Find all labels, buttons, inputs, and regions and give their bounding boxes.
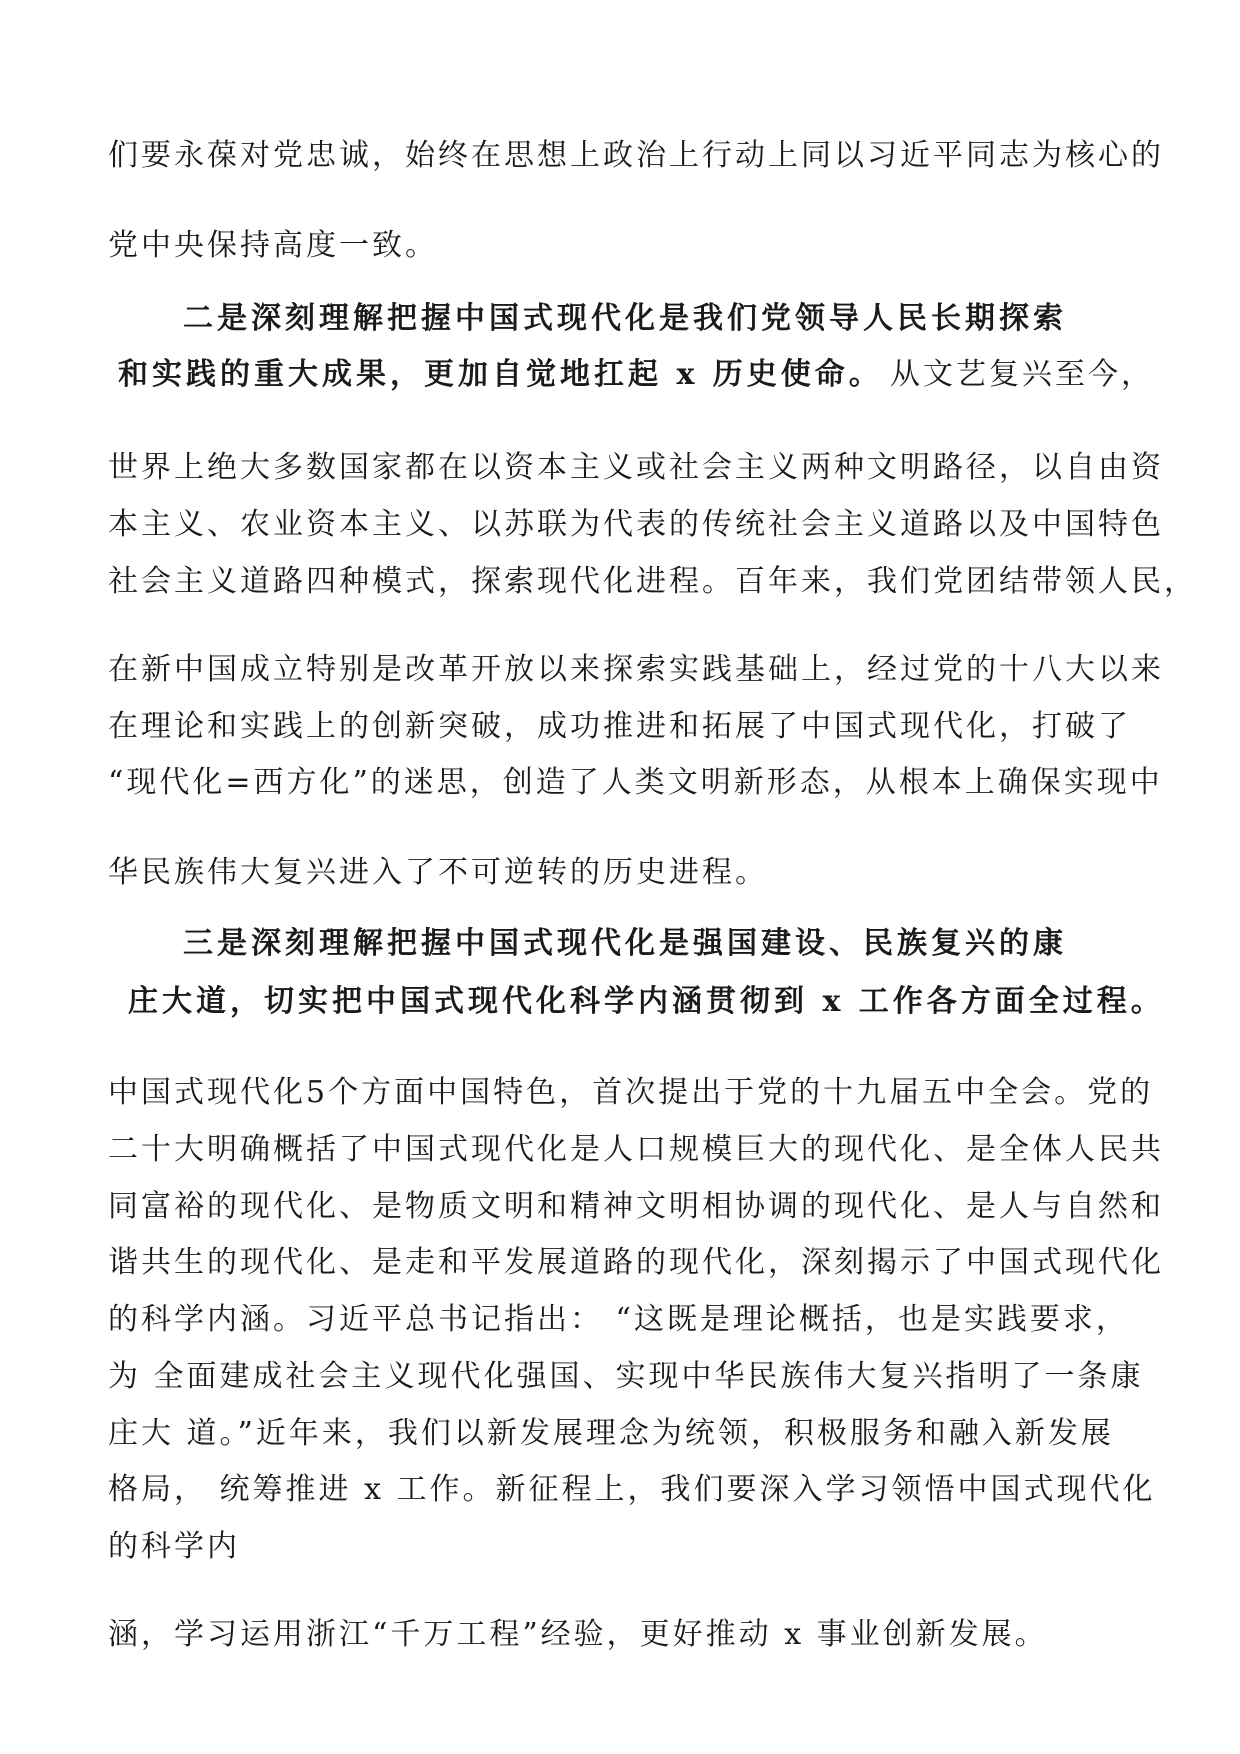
paragraph-line: 的科学内 — [108, 1529, 240, 1564]
bold-heading-line: 二是深刻理解把握中国式现代化是我们党领导人民长期探索 — [183, 301, 1067, 336]
paragraph-line: 们要永葆对党忠诚，始终在思想上政治上行动上同以习近平同志为核心的 — [108, 138, 1164, 173]
bold-heading-line: 和实践的重大成果，更加自觉地扛起 x 历史使命。 — [118, 357, 883, 392]
paragraph-line: 的科学内涵。习近平总书记指出： “这既是理论概括，也是实践要求， — [108, 1302, 1129, 1337]
paragraph-line: 谐共生的现代化、是走和平发展道路的现代化，深刻揭示了中国式现代化 — [108, 1245, 1164, 1280]
paragraph-line: 从文艺复兴至今， — [890, 357, 1154, 392]
paragraph-line: 格局， 统筹推进 x 工作。新征程上，我们要深入学习领悟中国式现代化 — [108, 1472, 1156, 1507]
paragraph-line: 党中央保持高度一致。 — [108, 228, 438, 263]
paragraph-line: 中国式现代化5个方面中国特色，首次提出于党的十九届五中全会。党的 — [108, 1075, 1154, 1110]
paragraph-line: 在新中国成立特别是改革开放以来探索实践基础上，经过党的十八大以来 — [108, 652, 1164, 687]
paragraph-line: 社会主义道路四种模式，探索现代化进程。百年来，我们党团结带领人民， — [108, 564, 1197, 599]
paragraph-line: “现代化=西方化”的迷思，创造了人类文明新形态，从根本上确保实现中 — [108, 765, 1163, 800]
bold-heading-line: 三是深刻理解把握中国式现代化是强国建设、民族复兴的康 — [183, 926, 1067, 961]
paragraph-line: 涵，学习运用浙江“千万工程”经验，更好推动 x 事业创新发展。 — [108, 1617, 1048, 1652]
paragraph-line: 庄大 道。”近年来，我们以新发展理念为统领，积极服务和融入新发展 — [108, 1416, 1114, 1451]
paragraph-line: 在理论和实践上的创新突破，成功推进和拓展了中国式现代化，打破了 — [108, 709, 1131, 744]
paragraph-line: 华民族伟大复兴进入了不可逆转的历史进程。 — [108, 855, 768, 890]
bold-heading-line: 庄大道，切实把中国式现代化科学内涵贯彻到 x 工作各方面全过程。 — [128, 984, 1165, 1019]
paragraph-line: 本主义、农业资本主义、以苏联为代表的传统社会主义道路以及中国特色 — [108, 507, 1164, 542]
paragraph-line: 世界上绝大多数国家都在以资本主义或社会主义两种文明路径，以自由资 — [108, 450, 1164, 485]
paragraph-line: 二十大明确概括了中国式现代化是人口规模巨大的现代化、是全体人民共 — [108, 1132, 1164, 1167]
paragraph-line: 为 全面建成社会主义现代化强国、实现中华民族伟大复兴指明了一条康 — [108, 1359, 1144, 1394]
paragraph-line: 同富裕的现代化、是物质文明和精神文明相协调的现代化、是人与自然和 — [108, 1189, 1164, 1224]
